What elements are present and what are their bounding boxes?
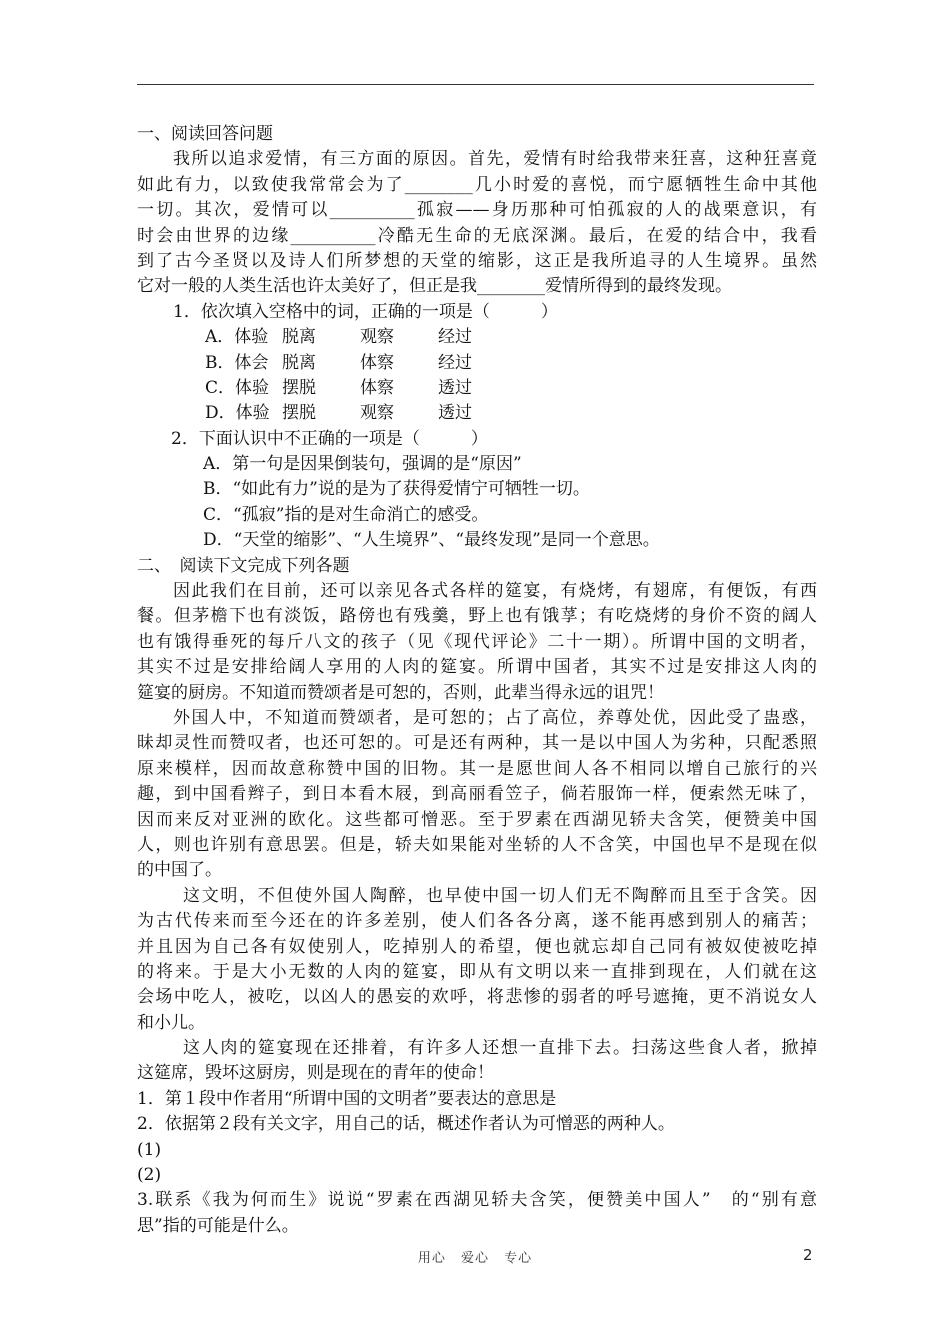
section-1-passage [137, 147, 817, 299]
passage-line: 如此有力，以致使我常常会为了________几小时爱的喜悦，而宁愿牺牲生命中其他 [137, 174, 817, 195]
footer-item: 专心 [504, 1251, 533, 1266]
question-1-stem: 1．依次填入空格中的词，正确的一项是（ ） [173, 301, 558, 322]
question-line: 3.联系《我为何而生》说说“罗素在西湖见轿夫含笑，便赞美中国人” 的“别有意 [137, 1190, 817, 1211]
paragraph-line: 并且因为自己各有奴使别人，吃掉别人的希望，便也就忘却自己同有被奴使被吃掉 [137, 936, 817, 957]
paragraph-line: 因而来反对亚洲的欧化。这些都可憎恶。至于罗素在西湖见轿夫含笑，便赞美中国 [137, 809, 817, 830]
paragraph-line: 和小儿。 [137, 1012, 205, 1033]
paragraph-line: 会场中吃人，被吃，以凶人的愚妄的欢呼，将悲惨的弱者的呼号遮掩，更不消说女人 [137, 987, 817, 1008]
paragraph-line: 趣，到中国看辫子，到日本看木屐，到高丽看笠子，倘若服饰一样，便索然无味了， [137, 784, 817, 805]
paragraph-line: 这人肉的筵宴现在还排着，有许多人还想一直排下去。扫荡这些食人者，掀掉 [183, 1038, 817, 1059]
paragraph-line: 其实不过是安排给阔人享用的人肉的筵宴。所谓中国者，其实不过是安排这人肉的 [137, 657, 817, 678]
section-2-paragraph-3 [137, 884, 817, 1036]
question-2-option-b: B．“如此有力”说的是为了获得爱情宁可牺牲一切。 [203, 479, 590, 500]
paragraph-line: 为古代传来而至今还在的许多差别，使人们各各分离，遂不能再感到别人的痛苦； [137, 911, 817, 932]
footer-item: 用心 [417, 1251, 446, 1266]
passage-line: 到了古今圣贤以及诗人们所梦想的天堂的缩影，这正是我所追寻的人生境界。虽然 [137, 250, 817, 271]
question-1-option-a: A．体验 脱离 观察 经过 [205, 327, 472, 348]
paragraph-line: 餐。但茅檐下也有淡饭，路傍也有残羹，野上也有饿莩；有吃烧烤的身价不资的阔人 [137, 606, 817, 627]
question-1-option-d: D．体验 摆脱 观察 透过 [205, 403, 472, 424]
question-1 [137, 300, 817, 427]
section-2-paragraph-1 [137, 579, 817, 706]
paragraph-line: 原来模样，因而故意称赞中国的旧物。其一是愿世间人各不相同以增自己旅行的兴 [137, 758, 817, 779]
question-line: 2．依据第２段有关文字，用自己的话，概述作者认为可憎恶的两种人。 [137, 1114, 675, 1135]
paragraph-line: 的将来。于是大小无数的人肉的筵宴，即从有文明以来一直排到现在，人们就在这 [137, 961, 817, 982]
question-line: 1．第１段中作者用“所谓中国的文明者”要表达的意思是 [137, 1088, 557, 1109]
answer-slot: (2) [137, 1165, 162, 1186]
question-2-option-d: D．“天堂的缩影”、“人生境界”、“最终发现”是同一个意思。 [203, 530, 660, 551]
section-2-questions [137, 1087, 817, 1239]
question-2 [137, 427, 817, 554]
document-body [137, 122, 817, 1239]
section-1-heading: 一、阅读回答问题 [137, 124, 273, 144]
paragraph-line: 也有饿得垂死的每斤八文的孩子（见《现代评论》二十一期）。所谓中国的文明者， [137, 631, 817, 652]
question-2-option-c: C．“孤寂”指的是对生命消亡的感受。 [203, 504, 489, 525]
header-rule [137, 84, 814, 85]
paragraph-line: 外国人中，不知道而赞颂者，是可恕的；占了高位，养尊处优，因此受了蛊惑， [173, 707, 817, 728]
passage-line: 它对一般的人类生活也许太美好了，但正是我________爱情所得到的最终发现。 [137, 276, 732, 297]
paragraph-line: 的中国了。 [137, 860, 222, 881]
paragraph-line: 昧却灵性而赞叹者，也还可恕的。可是还有两种，其一是以中国人为劣种，只配悉照 [137, 733, 817, 754]
question-1-option-c: C．体验 摆脱 体察 透过 [205, 377, 472, 398]
question-1-option-b: B．体会 脱离 体察 经过 [205, 352, 472, 373]
passage-line: 我所以追求爱情，有三方面的原因。首先，爱情有时给我带来狂喜，这种狂喜竟 [173, 149, 817, 170]
page-number: 2 [803, 1246, 813, 1264]
paragraph-line: 因此我们在目前，还可以亲见各式各样的筵宴，有烧烤，有翅席，有便饭，有西 [173, 581, 817, 602]
passage-line: 时会由世界的边缘__________冷酷无生命的无底深渊。最后，在爱的结合中，我看 [137, 225, 817, 246]
section-2-paragraph-4 [137, 1036, 817, 1087]
paragraph-line: 这文明，不但使外国人陶醉，也早使中国一切人们无不陶醉而且至于含笑。因 [183, 885, 817, 906]
paragraph-line: 筵宴的厨房。不知道而赞颂者是可恕的，否则，此辈当得永远的诅咒！ [137, 682, 664, 703]
section-2-paragraph-2 [137, 706, 817, 884]
paragraph-line: 人，则也许别有意思罢。但是，轿夫如果能对坐轿的人不含笑，中国也早不是现在似 [137, 834, 817, 855]
question-line: 思”指的可能是什么。 [137, 1215, 299, 1236]
question-2-stem: 2．下面认识中不正确的一项是（ ） [171, 428, 488, 449]
passage-line: 一切。其次，爱情可以__________孤寂——身历那种可怕孤寂的人的战栗意识，有 [137, 200, 817, 221]
answer-slot: (1) [137, 1139, 162, 1160]
footer-item: 爱心 [460, 1251, 489, 1266]
question-2-option-a: A．第一句是因果倒装句，强调的是“原因” [203, 454, 522, 475]
paragraph-line: 这筵席，毁坏这厨房，则是现在的青年的使命！ [137, 1063, 494, 1084]
section-2-heading: 二、 阅读下文完成下列各题 [137, 555, 350, 576]
